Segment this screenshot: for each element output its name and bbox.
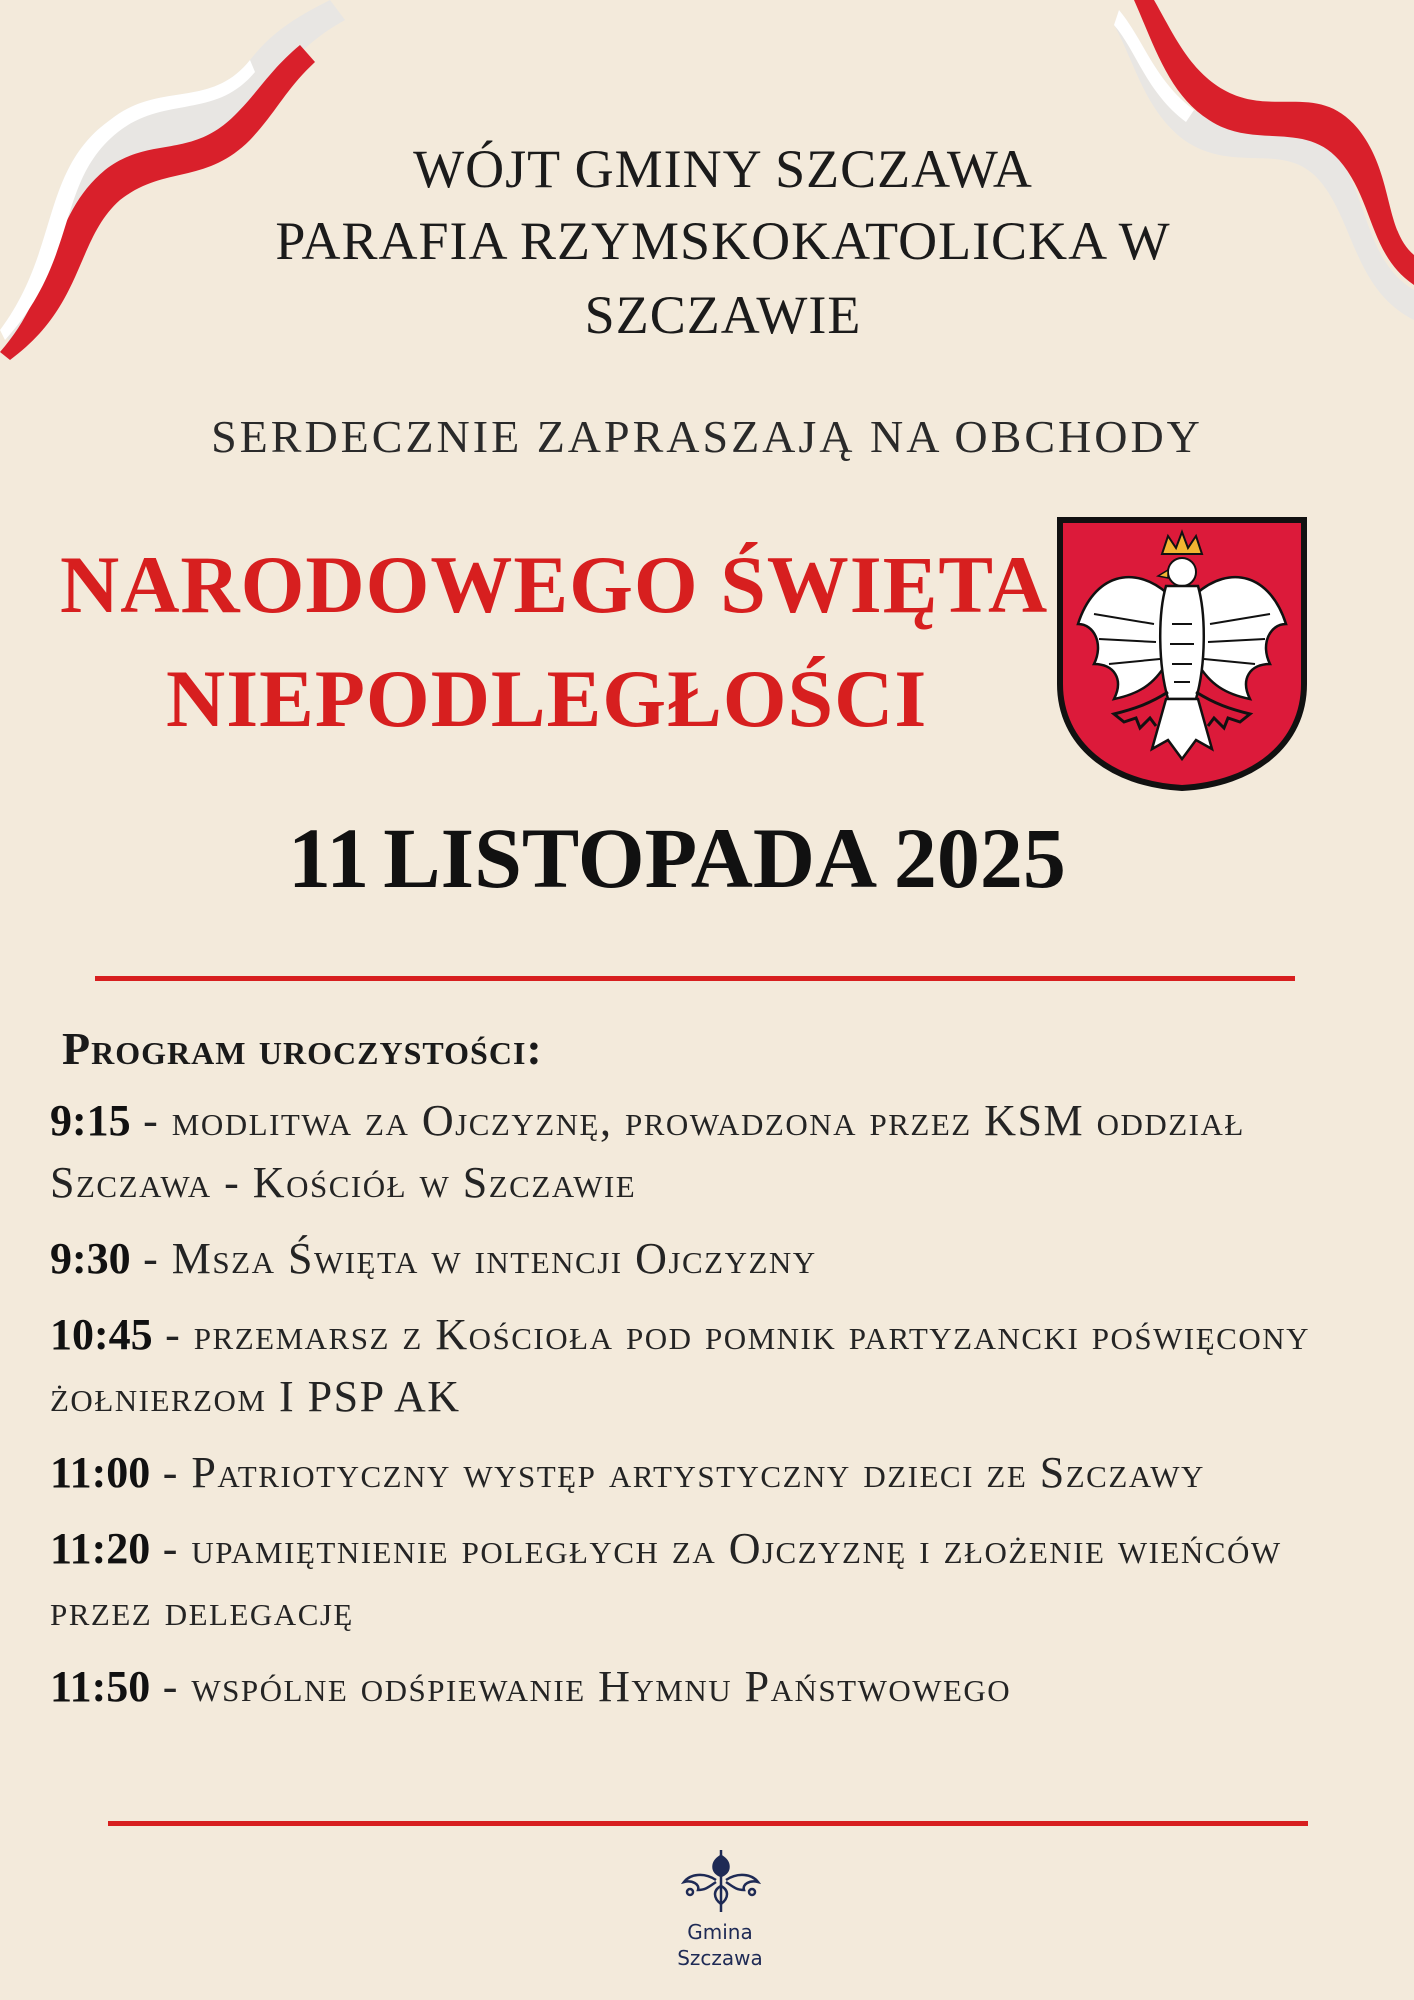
program-item — [50, 1090, 1390, 1214]
event-title-line2: NIEPODLEGŁOŚCI — [166, 653, 928, 744]
program-item-time: 9:30 — [50, 1234, 131, 1283]
program-item-time: 11:20 — [50, 1524, 151, 1573]
program-item-text: - Msza Święta w intencji Ojczyzny — [130, 1234, 817, 1283]
event-date — [288, 808, 1066, 908]
invitation-text: SERDECZNIE ZAPRASZAJĄ NA OBCHODY — [211, 411, 1203, 462]
program-item — [50, 1656, 1390, 1718]
white-eagle-emblem-icon — [1054, 514, 1310, 794]
program-item-time: 9:15 — [50, 1096, 131, 1145]
program-item — [50, 1442, 1390, 1504]
divider-top — [95, 976, 1295, 981]
organizer-mayor: WÓJT GMINY SZCZAWA — [413, 139, 1033, 199]
event-date-month-year: LISTOPADA 2025 — [383, 810, 1066, 906]
program-item-time: 10:45 — [50, 1310, 153, 1359]
program-item-time: 11:50 — [50, 1662, 151, 1711]
program-item-time: 11:00 — [50, 1448, 151, 1497]
organizer-parish-location: SZCZAWIE — [584, 285, 862, 345]
organizer-parish: PARAFIA RZYMSKOKATOLICKA W — [275, 211, 1171, 271]
event-date-day: 11 — [288, 810, 370, 906]
divider-bottom — [108, 1821, 1308, 1826]
gmina-szczawa-logo-icon — [676, 1846, 766, 1916]
program-item — [50, 1518, 1390, 1642]
program-item-text: - przemarsz z Kościoła pod pomnik partyzancki poświęcony żołnierzom I PSP AK — [50, 1310, 1311, 1421]
footer-logo-text-line1: Gmina — [687, 1920, 753, 1944]
program-item-text: - Patriotyczny występ artystyczny dzieci ze Szczawy — [150, 1448, 1205, 1497]
program-item-text: - upamiętnienie poległych za Ojczyznę i złożenie wieńców przez delegację — [50, 1524, 1282, 1635]
program-item — [50, 1228, 1390, 1290]
program-heading: Program uroczystości: — [62, 1023, 543, 1074]
program-item-text: - wspólne odśpiewanie Hymnu Państwowego — [150, 1662, 1012, 1711]
program-item-text: - modlitwa za Ojczyznę, prowadzona przez KSM oddział Szczawa - Kościół w Szczawie — [50, 1096, 1245, 1207]
program-list — [50, 1090, 1390, 1732]
footer-logo-text-line2: Szczawa — [677, 1946, 763, 1970]
program-item — [50, 1304, 1390, 1428]
event-title-line1: NARODOWEGO ŚWIĘTA — [60, 539, 1049, 630]
